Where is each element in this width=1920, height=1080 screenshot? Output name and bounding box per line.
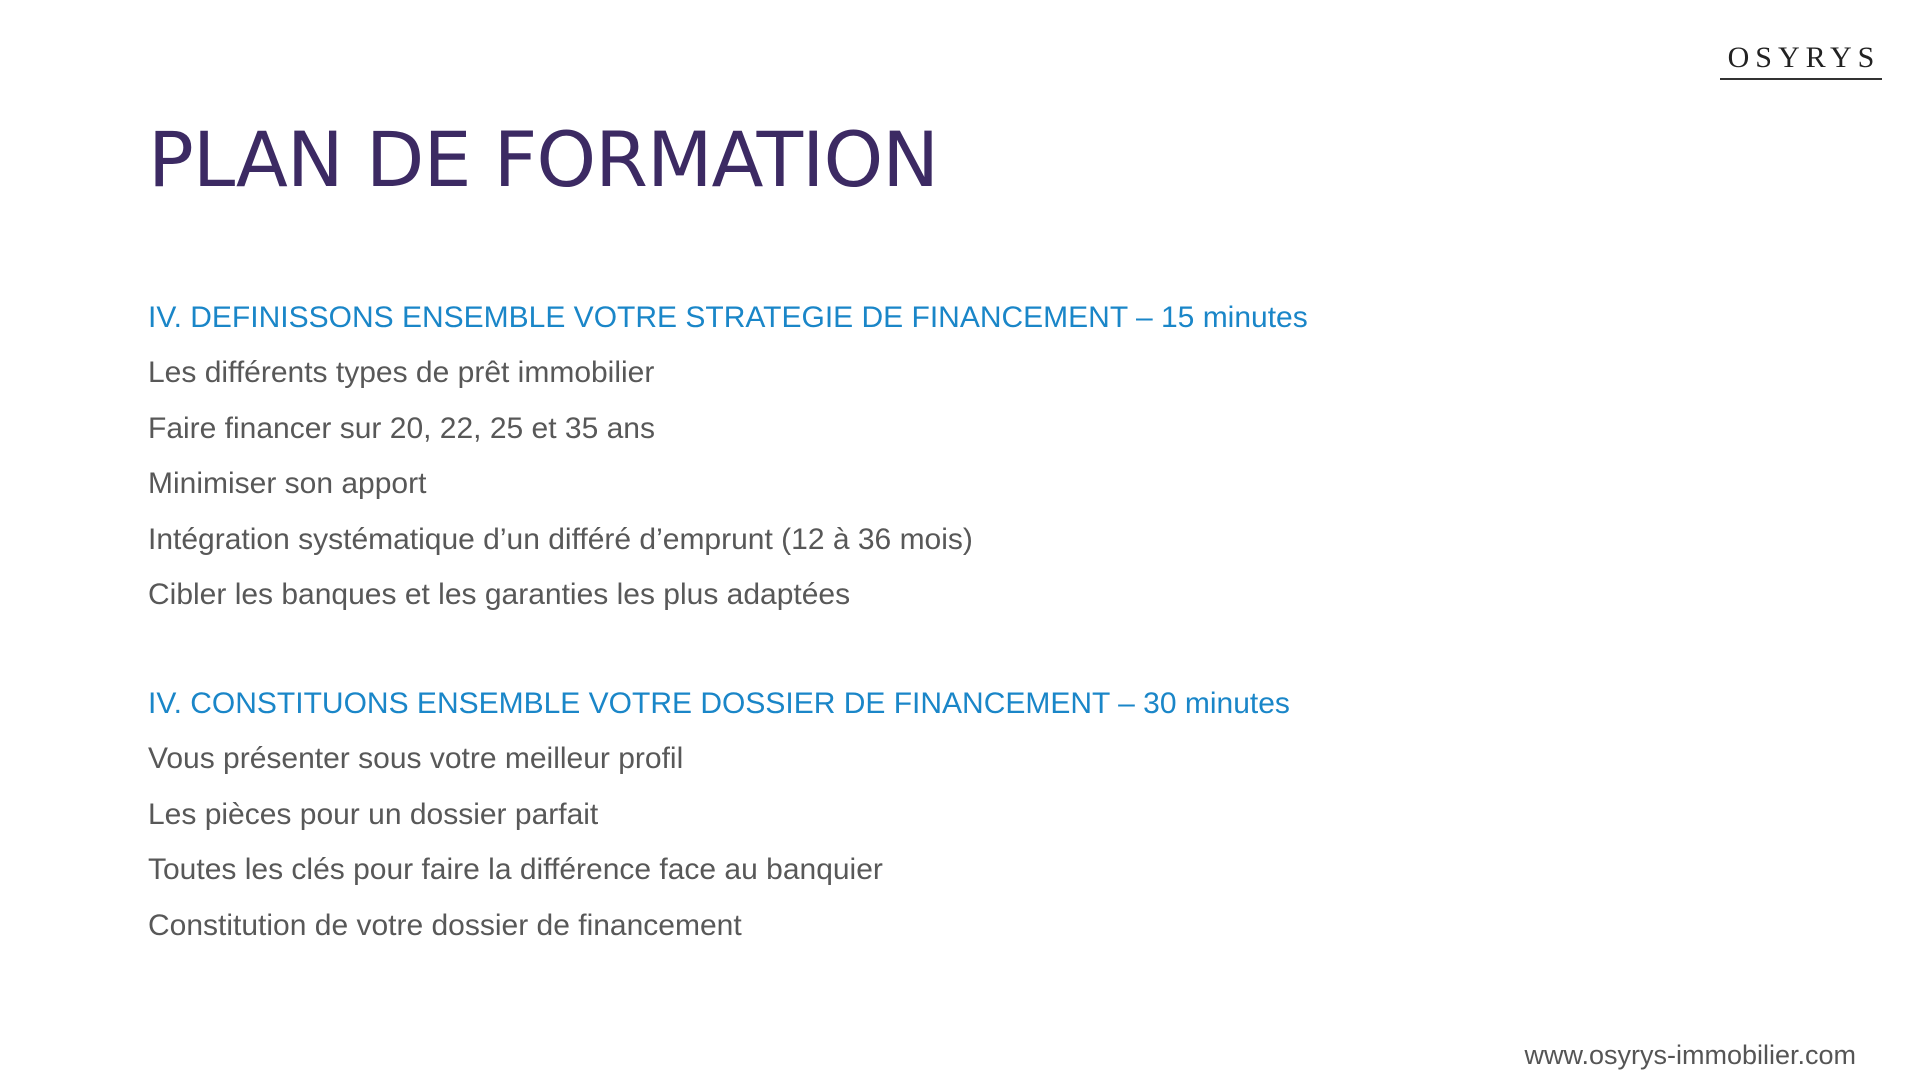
list-item: Minimiser son apport xyxy=(148,467,427,500)
section-item-list xyxy=(148,345,1308,623)
list-item: Constitution de votre dossier de financement xyxy=(148,908,742,942)
list-item: Les différents types de prêt immobilier xyxy=(148,356,655,389)
section-heading: IV. DEFINISSONS ENSEMBLE VOTRE STRATEGIE DE FINANCEMENT – 15 minutes xyxy=(148,301,1308,334)
brand-logo-underline xyxy=(1720,78,1882,80)
list-item: Faire financer sur 20, 22, 25 et 35 ans xyxy=(148,411,655,445)
page-title: PLAN DE FORMATION xyxy=(148,115,939,204)
brand-logo-text: OSYRYS xyxy=(1727,41,1881,74)
section-item-list xyxy=(148,731,1290,953)
list-item: Les pièces pour un dossier parfait xyxy=(148,797,599,831)
list-item: Cibler les banques et les garanties les plus adaptées xyxy=(148,578,851,611)
list-item: Toutes les clés pour faire la différence face au banquier xyxy=(148,853,883,886)
list-item: Intégration systématique d’un différé d’emprunt (12 à 36 mois) xyxy=(148,522,973,556)
list-item: Vous présenter sous votre meilleur profil xyxy=(148,742,684,775)
footer-website: www.osyrys-immobilier.com xyxy=(1524,1040,1856,1070)
brand-logo xyxy=(1720,40,1882,80)
section-financing-strategy xyxy=(148,290,1308,623)
section-financing-file xyxy=(148,676,1290,953)
section-heading: IV. CONSTITUONS ENSEMBLE VOTRE DOSSIER DE FINANCEMENT – 30 minutes xyxy=(148,687,1290,720)
